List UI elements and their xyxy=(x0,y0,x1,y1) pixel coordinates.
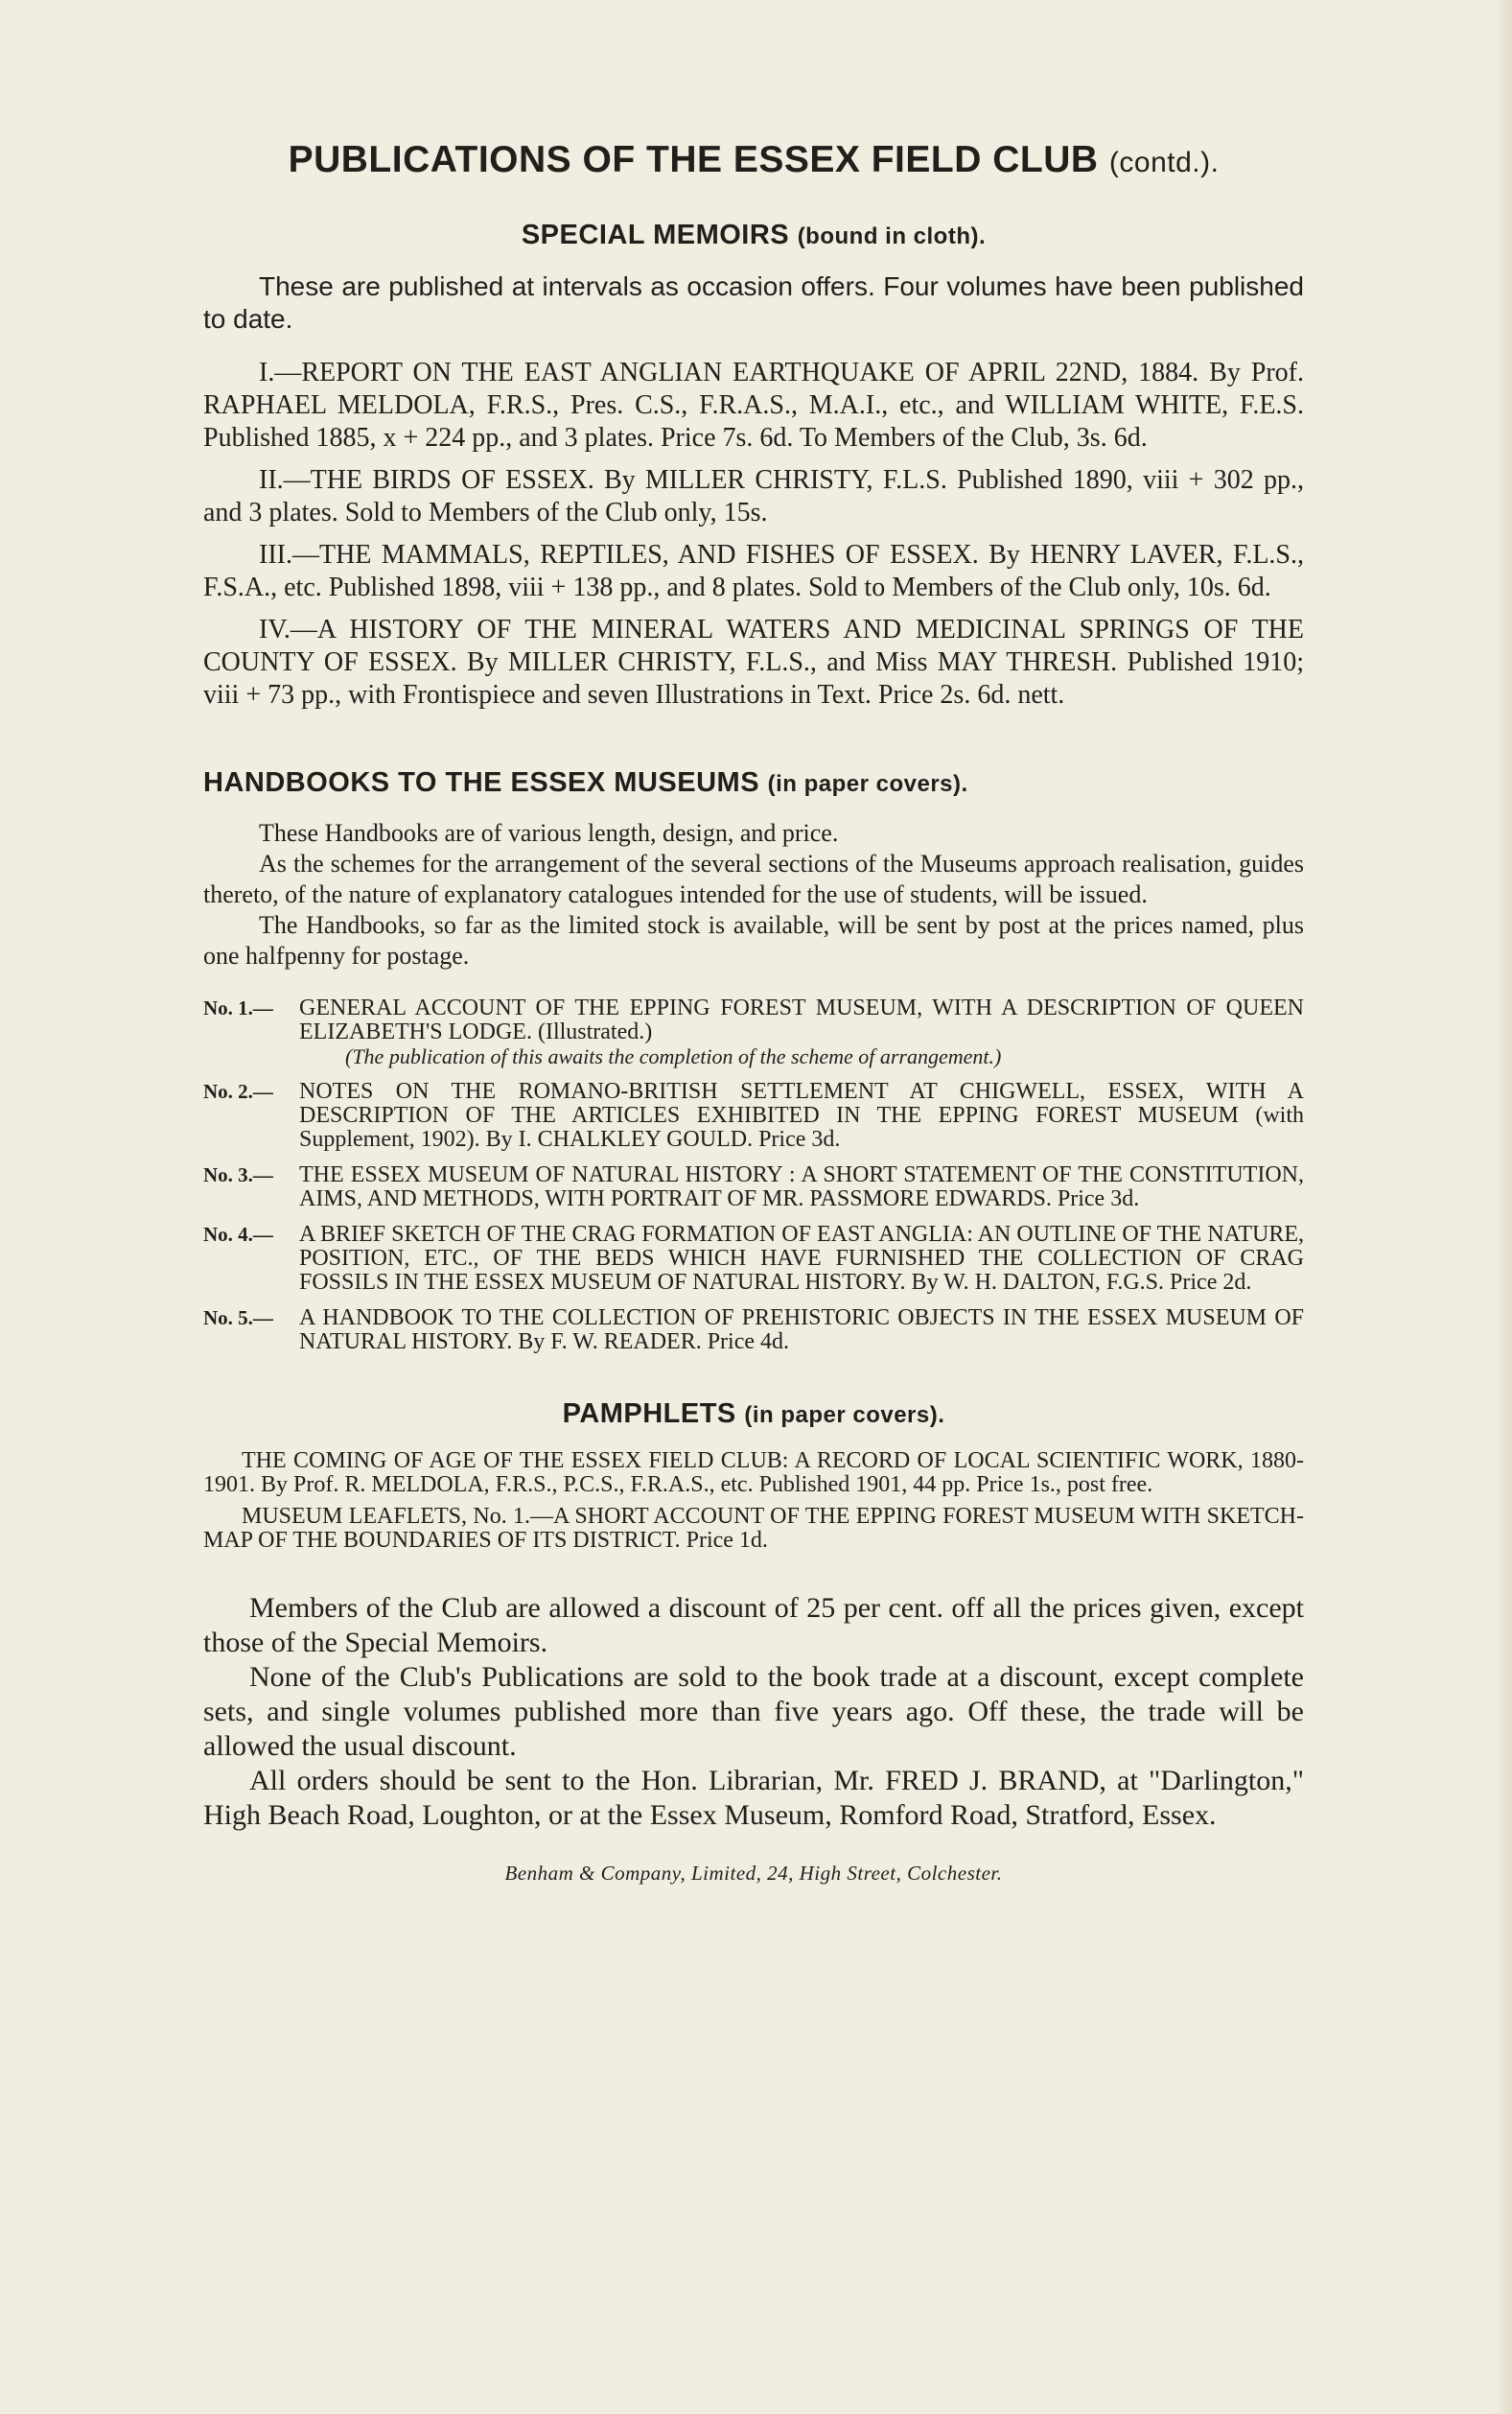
handbook-item xyxy=(203,1080,1304,1152)
handbooks-heading xyxy=(203,767,1304,799)
handbook-number: No. 1.— xyxy=(203,996,273,1020)
special-memoirs-section xyxy=(203,220,1304,712)
handbook-number: No. 4.— xyxy=(203,1223,273,1246)
handbooks-intro xyxy=(203,818,1304,972)
closing-notes xyxy=(203,1591,1304,1833)
handbook-number: No. 5.— xyxy=(203,1306,273,1329)
handbooks-intro-paragraph: These Handbooks are of various length, design, and price. xyxy=(259,819,839,847)
handbooks-heading-text: HANDBOOKS TO THE ESSEX MUSEUMS xyxy=(203,767,760,798)
handbook-item xyxy=(203,996,1304,1068)
content xyxy=(203,139,1304,1886)
pamphlet-item: THE COMING OF AGE OF THE ESSEX FIELD CLUB: A RECORD OF LOCAL SCIENTIFIC WORK, 1880-1901. By Prof. R. MELDOLA, F.R.S., P.C.S., F.R.A.S., etc. Published 1901, 44 pp. Price 1s., post free. xyxy=(203,1448,1304,1497)
handbook-text: GENERAL ACCOUNT OF THE EPPING FOREST MUSEUM, WITH A DESCRIPTION OF QUEEN ELIZABETH'S LODGE. (Illustrated.) xyxy=(299,996,1304,1044)
printer-imprint: Benham & Company, Limited, 24, High Street, Colchester. xyxy=(504,1862,1003,1885)
handbook-text: NOTES ON THE ROMANO-BRITISH SETTLEMENT AT CHIGWELL, ESSEX, WITH A DESCRIPTION OF THE ARTICLES EXHIBITED IN THE EPPING FOREST MUSEUM (with Supplement, 1902). By I. CHALKLEY GOULD. Price 3d. xyxy=(299,1079,1304,1152)
handbook-note: (The publication of this awaits the completion of the scheme of arrangement.) xyxy=(345,1044,1002,1068)
handbook-item xyxy=(203,1223,1304,1295)
handbook-item xyxy=(203,1306,1304,1354)
memoir-item: II.—THE BIRDS OF ESSEX. By MILLER CHRISTY, F.L.S. Published 1890, viii + 302 pp., and 3 plates. Sold to Members of the Club only, 15s. xyxy=(203,465,1304,527)
pamphlets-heading-text: PAMPHLETS xyxy=(562,1398,736,1429)
handbook-number: No. 2.— xyxy=(203,1080,273,1103)
handbook-item xyxy=(203,1163,1304,1211)
closing-paragraph: All orders should be sent to the Hon. Librarian, Mr. FRED J. BRAND, at "Darlington," High Beach Road, Loughton, or at the Essex Museum, Romford Road, Stratford, Essex. xyxy=(203,1765,1304,1831)
handbooks-intro-paragraph: The Handbooks, so far as the limited stock is available, will be sent by post at the prices named, plus one halfpenny for postage. xyxy=(203,911,1304,970)
handbooks-intro-paragraph: As the schemes for the arrangement of the several sections of the Museums approach realisation, guides thereto, of the nature of explanatory catalogues intended for the use of students, will be issued. xyxy=(203,850,1304,908)
handbook-text: A HANDBOOK TO THE COLLECTION OF PREHISTORIC OBJECTS IN THE ESSEX MUSEUM OF NATURAL HISTORY. By F. W. READER. Price 4d. xyxy=(299,1305,1304,1354)
handbook-number: No. 3.— xyxy=(203,1163,273,1186)
handbook-text: THE ESSEX MUSEUM OF NATURAL HISTORY : A SHORT STATEMENT OF THE CONSTITUTION, AIMS, AND METHODS, WITH PORTRAIT OF MR. PASSMORE EDWARDS. Price 3d. xyxy=(299,1162,1304,1211)
page-title-suffix: (contd.). xyxy=(1108,147,1220,178)
pamphlet-item: MUSEUM LEAFLETS, No. 1.—A SHORT ACCOUNT OF THE EPPING FOREST MUSEUM WITH SKETCH-MAP OF THE BOUNDARIES OF ITS DISTRICT. Price 1d. xyxy=(203,1504,1304,1553)
memoir-item: I.—REPORT ON THE EAST ANGLIAN EARTHQUAKE OF APRIL 22ND, 1884. By Prof. RAPHAEL MELDOLA, F.R.S., Pres. C.S., F.R.A.S., M.A.I., etc., and WILLIAM WHITE, F.E.S. Published 1885, x + 224 pp., and 3 plates. Price 7s. 6d. To Members of the Club, 3s. 6d. xyxy=(203,358,1304,453)
page-title xyxy=(203,139,1304,181)
pamphlets-heading xyxy=(203,1398,1304,1430)
memoir-item: III.—THE MAMMALS, REPTILES, AND FISHES OF ESSEX. By HENRY LAVER, F.L.S., F.S.A., etc. Published 1898, viii + 138 pp., and 8 plates. Sold to Members of the Club only, 10s. 6d. xyxy=(203,540,1304,602)
closing-paragraph: Members of the Club are allowed a discount of 25 per cent. off all the prices given, except those of the Special Memoirs. xyxy=(203,1592,1304,1658)
special-memoirs-heading xyxy=(203,220,1304,251)
handbook-text: A BRIEF SKETCH OF THE CRAG FORMATION OF EAST ANGLIA: AN OUTLINE OF THE NATURE, POSITION, ETC., OF THE BEDS WHICH HAVE FURNISHED THE COLLECTION OF CRAG FOSSILS IN THE ESSEX MUSEUM OF NATURAL HISTORY. By W. H. DALTON, F.G.S. Price 2d. xyxy=(299,1222,1304,1295)
page-title-text: PUBLICATIONS OF THE ESSEX FIELD CLUB xyxy=(288,139,1099,180)
special-memoirs-heading-text: SPECIAL MEMOIRS xyxy=(521,220,790,250)
closing-paragraph: None of the Club's Publications are sold to the book trade at a discount, except complete sets, and single volumes published more than five years ago. Off these, the trade will be allowed the usual discount. xyxy=(203,1661,1304,1762)
page-edge xyxy=(1495,0,1512,2414)
pamphlets-section xyxy=(203,1398,1304,1553)
memoir-item: IV.—A HISTORY OF THE MINERAL WATERS AND MEDICINAL SPRINGS OF THE COUNTY OF ESSEX. By MILLER CHRISTY, F.L.S., and Miss MAY THRESH. Published 1910; viii + 73 pp., with Frontispiece and seven Illustrations in Text. Price 2s. 6d. nett. xyxy=(203,615,1304,710)
special-memoirs-intro: These are published at intervals as occasion offers. Four volumes have been published to date. xyxy=(203,271,1304,334)
special-memoirs-heading-suffix: (bound in cloth). xyxy=(797,223,987,249)
pamphlets-heading-suffix: (in paper covers). xyxy=(744,1402,945,1428)
handbooks-heading-suffix: (in paper covers). xyxy=(767,771,968,797)
handbooks-section xyxy=(203,767,1304,1354)
